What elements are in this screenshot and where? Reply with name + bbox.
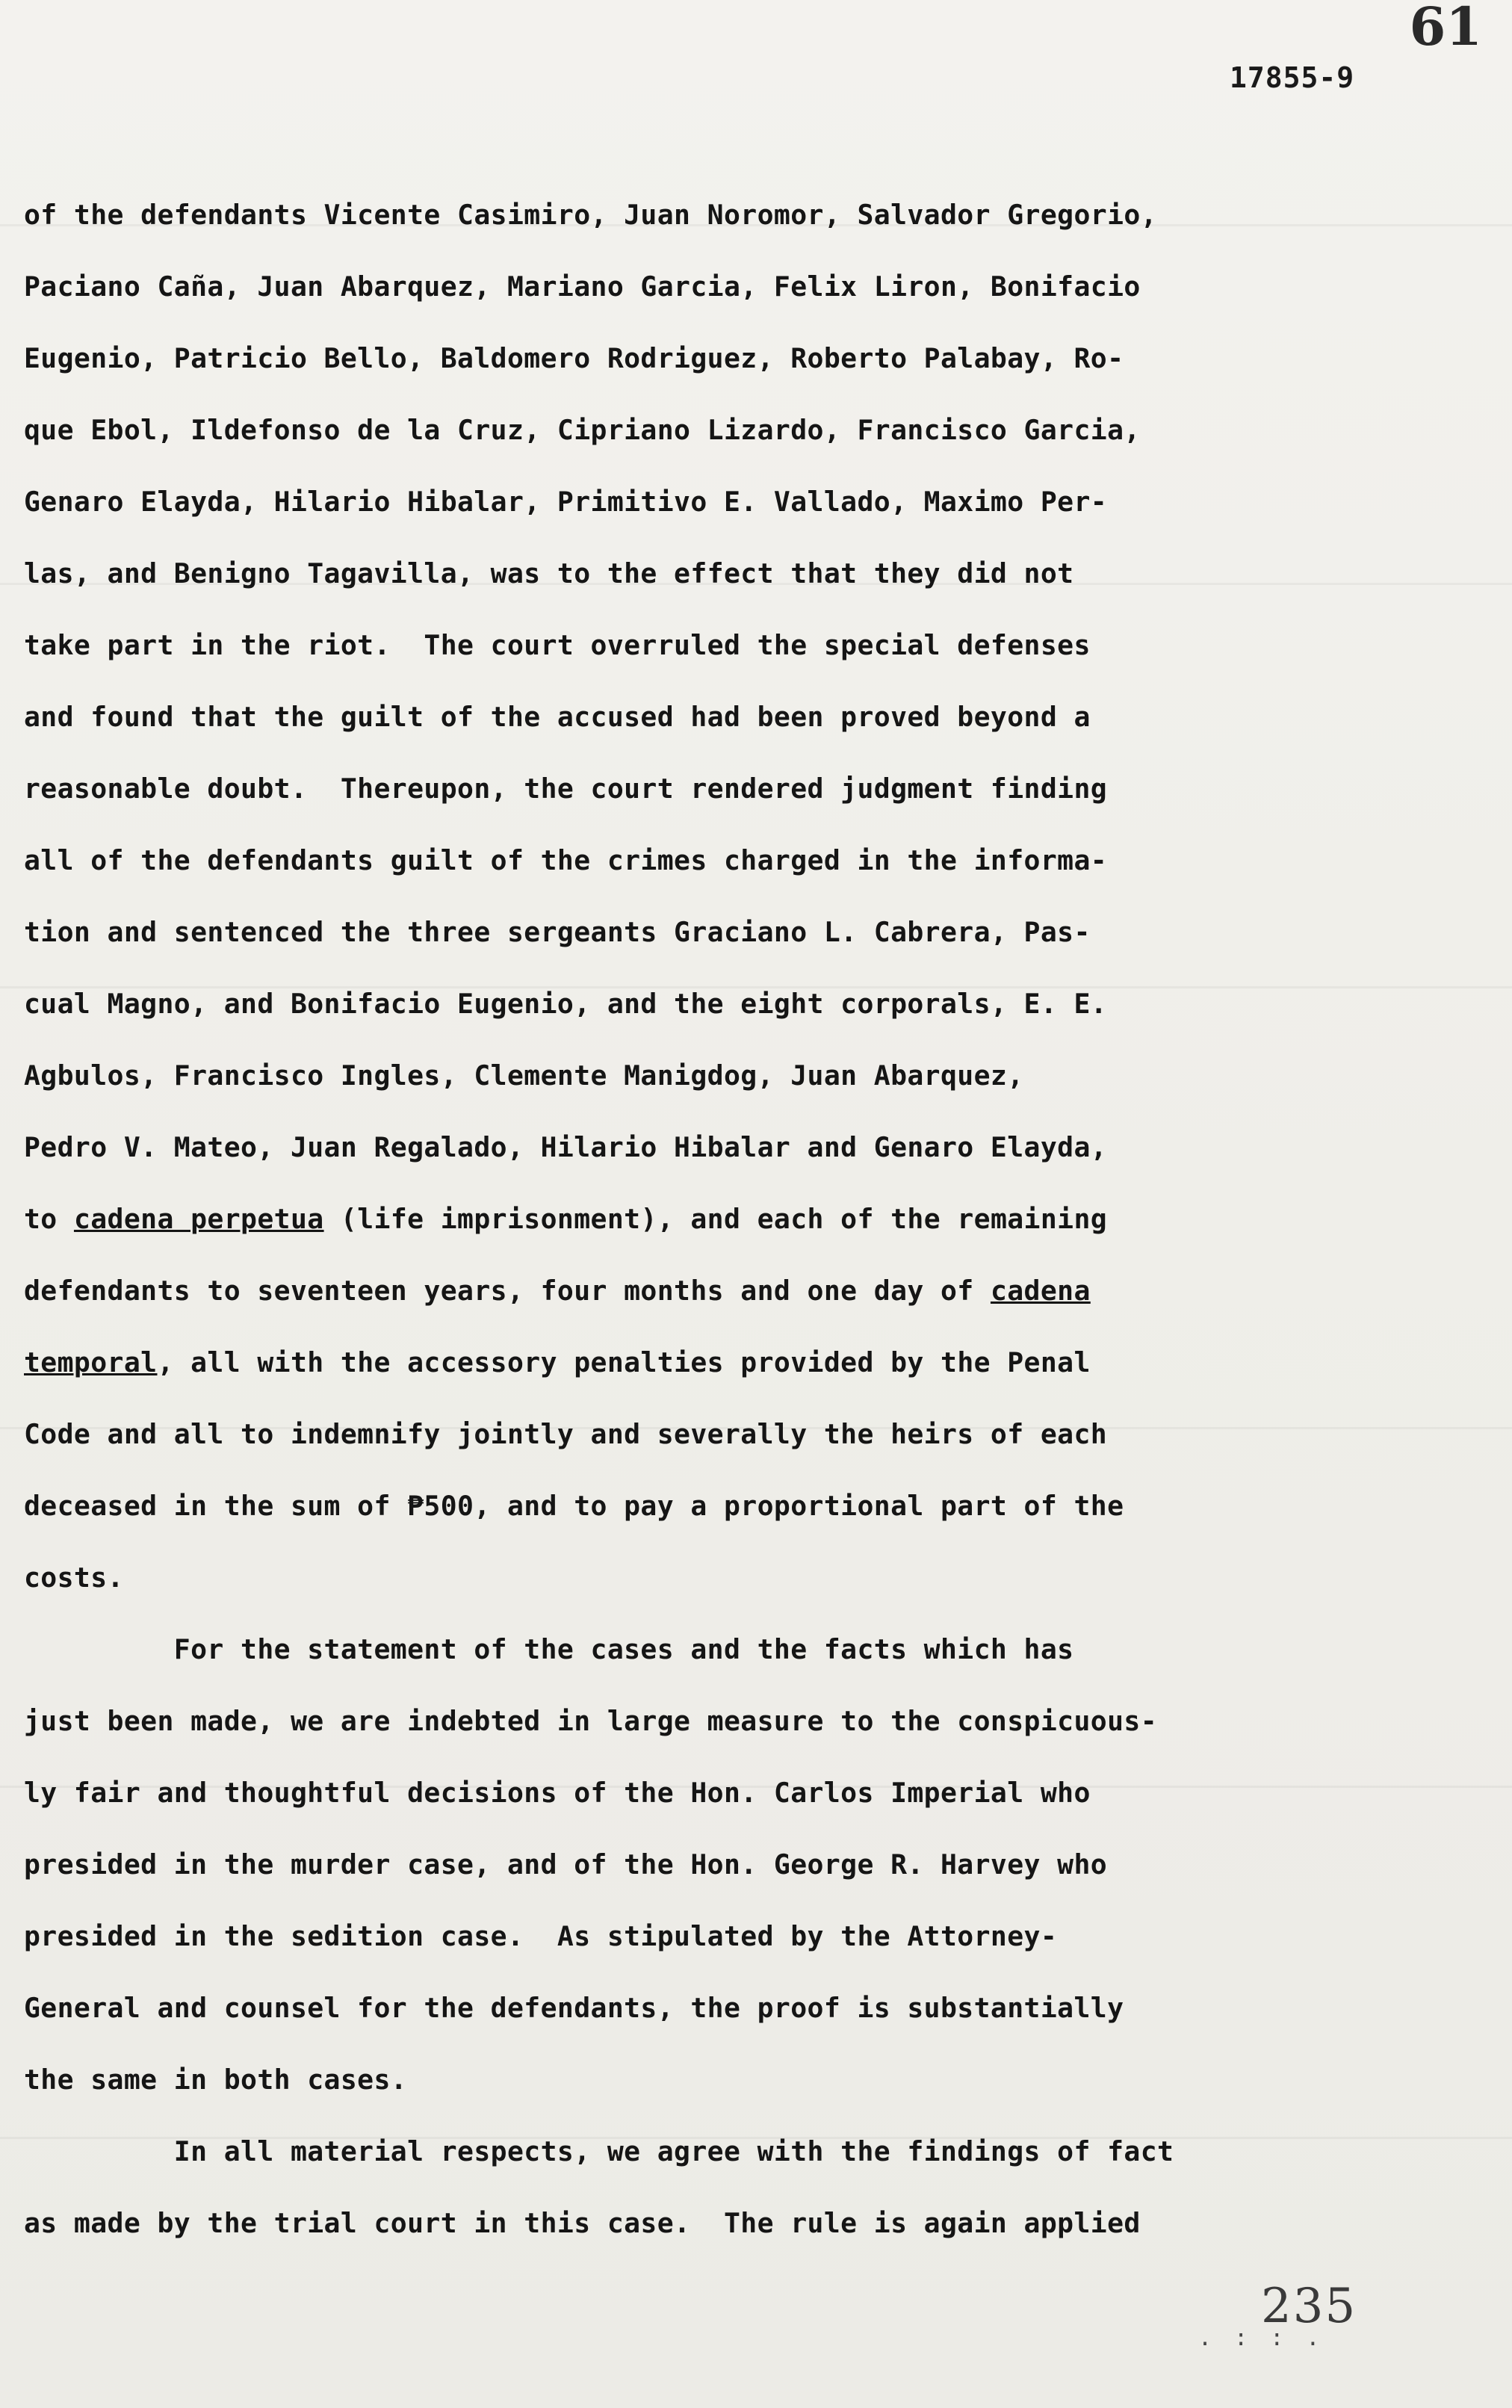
text-line [24,466,1488,538]
text-line [24,1542,1488,1614]
text-segment: of the defendants Vicente Casimiro, Juan Noromor, Salvador Gregorio, [24,199,1158,231]
text-line [24,179,1488,251]
text-segment: presided in the murder case, and of the Hon. George R. Harvey who [24,1848,1108,1881]
text-line [24,323,1488,394]
text-segment: Agbulos, Francisco Ingles, Clemente Manigdog, Juan Abarquez, [24,1059,1024,1092]
text-line [24,538,1488,610]
text-segment: just been made, we are indebted in large measure to the conspicuous- [24,1705,1158,1737]
text-line [24,825,1488,897]
text-line [24,1399,1488,1470]
text-segment: to [24,1203,74,1235]
page-number: 235 [1261,2279,1357,2334]
text-segment: the same in both cases. [24,2064,408,2096]
text-line [24,1614,1488,1686]
text-line [24,251,1488,323]
trailing-marks: . : : . [1198,2325,1324,2351]
document-number: 17855-9 [1230,61,1355,94]
text-line [24,2116,1488,2188]
text-line [24,1470,1488,1542]
text-segment: ly fair and thoughtful decisions of the Hon. Carlos Imperial who [24,1777,1091,1809]
corner-page-mark: 61 [1409,0,1482,58]
text-segment: cual Magno, and Bonifacio Eugenio, and the eight corporals, E. E. [24,988,1108,1020]
text-segment: Paciano Caña, Juan Abarquez, Mariano Garcia, Felix Liron, Bonifacio [24,270,1141,303]
text-line [24,1040,1488,1112]
body-text [24,179,1488,2259]
underlined-phrase: temporal [24,1346,158,1378]
underlined-phrase: cadena perpetua [73,1203,324,1235]
text-segment: In all material respects, we agree with the findings of fact [24,2135,1174,2167]
text-segment: , all with the accessory penalties provided by the Penal [157,1346,1091,1378]
text-segment: que Ebol, Ildefonso de la Cruz, Cipriano Lizardo, Francisco Garcia, [24,414,1141,446]
text-line [24,1829,1488,1901]
text-line [24,1183,1488,1255]
text-line [24,610,1488,681]
text-line [24,1112,1488,1183]
text-segment: and found that the guilt of the accused had been proved beyond a [24,701,1091,733]
text-segment: General and counsel for the defendants, the proof is substantially [24,1992,1124,2024]
text-line [24,2044,1488,2116]
text-line [24,1686,1488,1757]
text-segment: as made by the trial court in this case. The rule is again applied [24,2207,1141,2239]
text-line [24,1327,1488,1399]
text-line [24,968,1488,1040]
text-line [24,897,1488,968]
text-segment: Eugenio, Patricio Bello, Baldomero Rodriguez, Roberto Palabay, Ro- [24,342,1124,374]
text-segment: Pedro V. Mateo, Juan Regalado, Hilario Hibalar and Genaro Elayda, [24,1131,1108,1163]
text-segment: For the statement of the cases and the facts which has [24,1633,1074,1665]
text-segment: all of the defendants guilt of the crimes charged in the informa- [24,844,1108,876]
text-segment: Genaro Elayda, Hilario Hibalar, Primitivo E. Vallado, Maximo Per- [24,486,1108,518]
text-segment: tion and sentenced the three sergeants Graciano L. Cabrera, Pas- [24,916,1091,948]
text-line [24,1972,1488,2044]
text-segment: deceased in the sum of ₱500, and to pay a proportional part of the [24,1490,1124,1522]
text-segment: las, and Benigno Tagavilla, was to the effect that they did not [24,557,1074,589]
text-line [24,1757,1488,1829]
text-segment: reasonable doubt. Thereupon, the court rendered judgment finding [24,773,1108,805]
text-segment: (life imprisonment), and each of the remaining [323,1203,1108,1235]
underlined-phrase: cadena [990,1275,1091,1307]
text-segment: defendants to seventeen years, four months and one day of [24,1275,991,1307]
text-line [24,1901,1488,1972]
text-segment: take part in the riot. The court overruled the special defenses [24,629,1091,661]
text-line [24,2188,1488,2259]
text-segment: costs. [24,1562,124,1594]
text-line [24,753,1488,825]
text-segment: Code and all to indemnify jointly and severally the heirs of each [24,1418,1108,1450]
text-line [24,1255,1488,1327]
text-line [24,394,1488,466]
text-line [24,681,1488,753]
text-segment: presided in the sedition case. As stipulated by the Attorney- [24,1920,1058,1952]
